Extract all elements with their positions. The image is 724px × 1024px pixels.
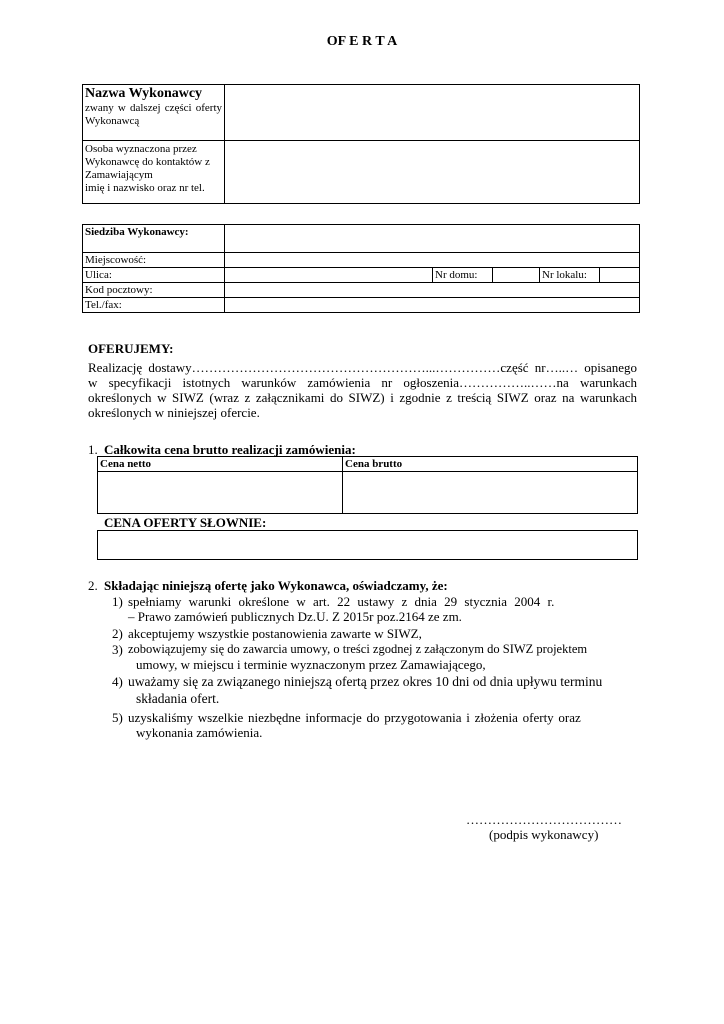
- declaration-item: [112, 710, 639, 742]
- city-input[interactable]: [225, 253, 640, 268]
- city-label: Miejscowość:: [83, 253, 225, 268]
- declaration-line1: uzyskaliśmy wszelkie niezbędne informacje do przygotowania i złożenia oferty oraz: [128, 710, 581, 725]
- declaration-line1: spełniamy warunki określone w art. 22 ustawy z dnia 29 stycznia 2004 r.: [128, 594, 555, 609]
- house-no-input[interactable]: [493, 268, 540, 283]
- declaration-item: [112, 594, 639, 626]
- street-input[interactable]: [225, 268, 433, 283]
- signature-label: (podpis wykonawcy): [489, 827, 599, 842]
- street-label: Ulica:: [83, 268, 225, 283]
- signature-line: ………………………………: [466, 812, 622, 827]
- gross-price-input[interactable]: [343, 472, 638, 514]
- net-price-input[interactable]: [98, 472, 343, 514]
- declaration-num: 3): [112, 642, 123, 657]
- contact-person-sub: imię i nazwisko oraz nr tel.: [85, 182, 205, 194]
- declaration-line1: uważamy się za związanego niniejszą ofertą przez okres 10 dni od dnia upływu terminu: [128, 674, 603, 689]
- document-title: OF E R T A: [326, 34, 398, 49]
- contact-person-cell: [83, 141, 225, 204]
- contact-person-label: Osoba wyznaczona przez Wykonawcę do kontaktów z Zamawiającym: [85, 143, 210, 181]
- declaration-line1: akceptujemy wszystkie postanowienia zawarte w SIWZ,: [128, 626, 422, 641]
- contact-person-input[interactable]: [225, 141, 640, 204]
- declaration-item: [112, 626, 639, 642]
- price-words-input[interactable]: [97, 530, 638, 560]
- contractor-name-label: Nazwa Wykonawcy: [85, 86, 203, 101]
- contractor-table: [82, 84, 640, 204]
- flat-no-input[interactable]: [600, 268, 640, 283]
- postcode-label: Kod pocztowy:: [83, 283, 225, 298]
- net-price-label: Cena netto: [98, 457, 343, 472]
- declaration-num: 1): [112, 594, 123, 609]
- price-number: 1.: [88, 442, 98, 457]
- flat-no-label: Nr lokalu:: [540, 268, 600, 283]
- house-no-label: Nr domu:: [433, 268, 493, 283]
- contractor-name-input[interactable]: [225, 85, 640, 141]
- seat-header: Siedziba Wykonawcy:: [83, 225, 225, 253]
- postcode-input[interactable]: [225, 283, 640, 298]
- offer-heading: OFERUJEMY:: [88, 341, 174, 356]
- gross-price-label: Cena brutto: [343, 457, 638, 472]
- declaration-num: 5): [112, 710, 123, 725]
- declaration-line2: umowy, w miejscu i terminie wyznaczonym przez Zamawiającego,: [136, 657, 486, 672]
- seat-table: [82, 224, 640, 313]
- price-table: [97, 456, 638, 514]
- declaration-item: [112, 642, 639, 674]
- seat-header-input[interactable]: [225, 225, 640, 253]
- declaration-line1: zobowiązujemy się do zawarcia umowy, o treści zgodnej z załączonym do SIWZ projektem: [128, 642, 588, 656]
- price-heading: Całkowita cena brutto realizacji zamówienia:: [104, 442, 356, 457]
- contractor-name-sub: zwany w dalszej części oferty Wykonawcą: [85, 102, 222, 127]
- declaration-line2: – Prawo zamówień publicznych Dz.U. Z 2015r poz.2164 ze zm.: [128, 609, 462, 624]
- declaration-num: 2): [112, 626, 123, 641]
- offer-paragraph: Realizację dostawy………………………………………………...……………część nr…..… opisanego w specyfikacji istotnych warunków zamówienia nr ogłoszenia……………..……na warunkach określonych w SIWZ (wraz z załącznikami do SIWZ) i zgodnie z treścią SIWZ oraz na warunkach określonych w niniejszej ofercie.: [88, 360, 637, 420]
- declaration-item: [112, 674, 639, 710]
- price-words-label: CENA OFERTY SŁOWNIE:: [104, 515, 267, 530]
- declarations-list: [112, 594, 639, 742]
- phone-label: Tel./fax:: [83, 298, 225, 313]
- contractor-name-cell: [83, 85, 225, 141]
- declarations-number: 2.: [88, 578, 98, 593]
- phone-input[interactable]: [225, 298, 640, 313]
- declaration-line2: składania ofert.: [136, 691, 220, 706]
- declaration-line2: wykonania zamówienia.: [136, 725, 263, 740]
- declarations-heading: Składając niniejszą ofertę jako Wykonawca, oświadczamy, że:: [104, 578, 448, 593]
- declaration-num: 4): [112, 674, 123, 689]
